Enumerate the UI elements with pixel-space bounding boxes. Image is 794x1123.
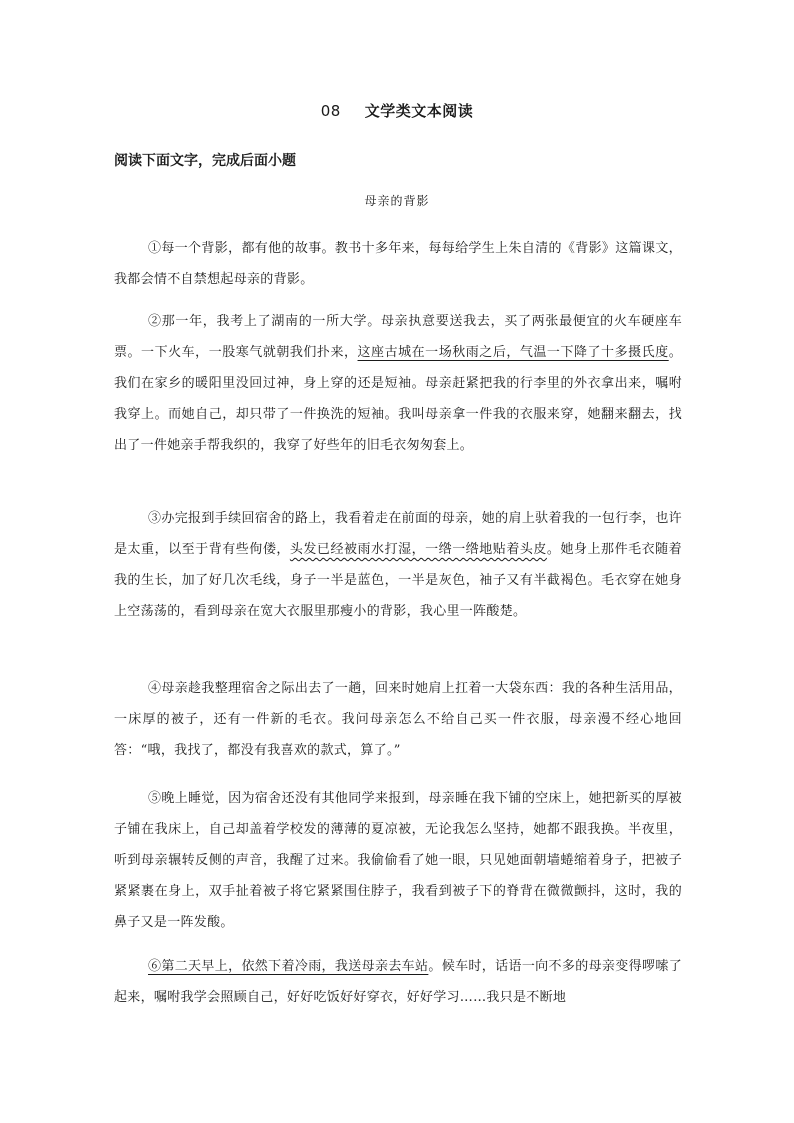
- paragraph-3-wavy-underlined-sentence: 头发已经被雨水打湿，一绺一绺地贴着头皮: [289, 542, 547, 557]
- paragraph-6-underlined-sentence: ⑥第二天早上，依然下着冷雨，我送母亲去车站: [148, 959, 429, 974]
- reading-instruction: 阅读下面文字，完成后面小题: [114, 153, 296, 169]
- paragraph-1-text: ①每一个背影，都有他的故事。教书十多年来，每每给学生上朱自清的《背影》这篇课文，我都会情不自禁想起母亲的背影。: [114, 241, 682, 287]
- paragraph-5: [114, 783, 682, 938]
- section-title: 文学类文本阅读: [364, 102, 474, 120]
- paragraph-3-text-start: ③办完报到手续回宿舍的路上，我看着走在前面的母亲，她的肩上驮着我的一包行李，也许是太重，以至于背有些佝偻，: [114, 511, 682, 557]
- paragraph-1: [114, 233, 682, 295]
- paragraph-3: [114, 503, 682, 627]
- section-heading: [0, 100, 794, 121]
- paragraph-2-underlined-sentence: 这座古城在一场秋雨之后，气温一下降了十多摄氏度: [357, 345, 669, 360]
- paragraph-4: [114, 673, 682, 766]
- paragraph-5-text: ⑤晚上睡觉，因为宿舍还没有其他同学来报到，母亲睡在我下铺的空床上，她把新买的厚被子铺在我床上，自己却盖着学校发的薄薄的夏凉被，无论我怎么坚持，她都不跟我换。半夜里，听到母亲辗转反侧的声音，我醒了过来。我偷偷看了她一眼，只见她面朝墙蜷缩着身子，把被子紧紧裹在身上，双手扯着被子将它紧紧围住脖子，我看到被子下的脊背在微微颤抖，这时，我的鼻子又是一阵发酸。: [114, 791, 682, 930]
- paragraph-6: [114, 951, 682, 1013]
- paragraph-3-text-end: 。她身上那件毛衣随着我的生长，加了好几次毛线，身子一半是蓝色，一半是灰色，袖子又有半截褐色。毛衣穿在她身上空荡荡的，看到母亲在宽大衣服里那瘦小的背影，我心里一阵酸楚。: [114, 542, 682, 619]
- paragraph-6-text-end: 。候车时，话语一向不多的母亲变得啰嗦了起来，嘱咐我学会照顾自己，好好吃饭好好穿衣，好好学习……我只是不断地: [114, 959, 682, 1005]
- story-title: 母亲的背影: [364, 194, 430, 208]
- paragraph-4-text: ④母亲趁我整理宿舍之际出去了一趟，回来时她肩上扛着一大袋东西：我的各种生活用品，一床厚的被子，还有一件新的毛衣。我问母亲怎么不给自己买一件衣服，母亲漫不经心地回答：“哦，我找了，都没有我喜欢的款式，算了。”: [114, 681, 682, 758]
- paragraph-2-text-start: ②那一年，我考上了湖南的一所大学。母亲执意要送我去，买了两张最便宜的火车硬座车票。一下火车，一股寒气就朝我们扑来，: [114, 314, 682, 360]
- paragraph-2-text-end: 。我们在家乡的暖阳里没回过神，身上穿的还是短袖。母亲赶紧把我的行李里的外衣拿出来，嘱咐我穿上。而她自己，却只带了一件换洗的短袖。我叫母亲拿一件我的衣服来穿，她翻来翻去，找出了一件她亲手帮我织的，我穿了好些年的旧毛衣匆匆套上。: [114, 345, 683, 453]
- paragraph-2: [114, 306, 682, 461]
- section-number: 08: [320, 102, 341, 120]
